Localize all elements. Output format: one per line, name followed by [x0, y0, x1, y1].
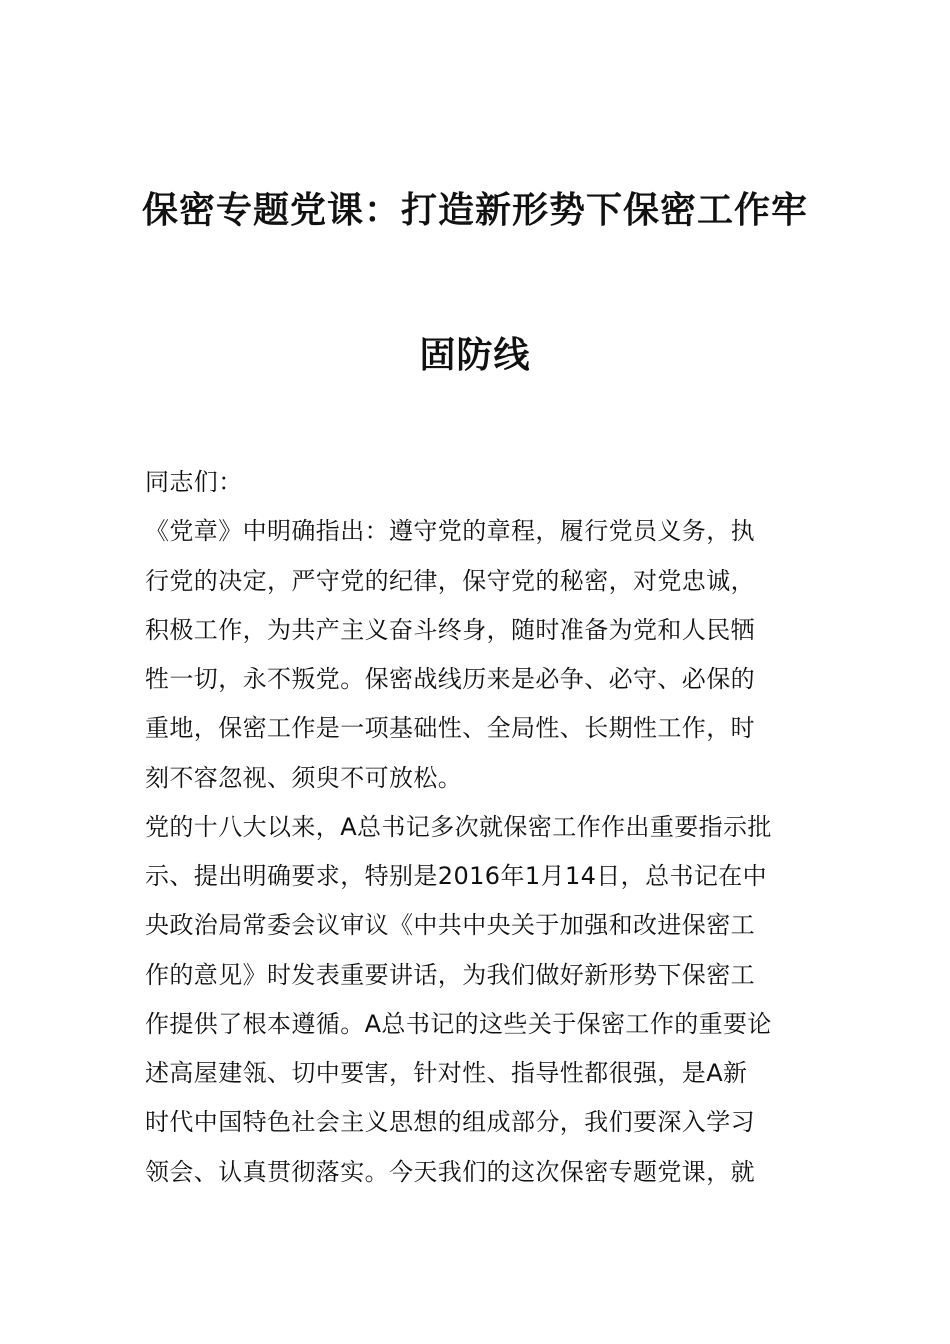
body-line: 刻不容忽视、须臾不可放松。	[145, 763, 463, 792]
body-line: 行党的决定，严守党的纪律，保守党的秘密，对党忠诚，	[145, 566, 755, 595]
document-title-line-2: 固防线	[419, 335, 531, 376]
body-line: 牲一切，永不叛党。保密战线历来是必争、必守、必保的	[145, 665, 755, 693]
body-line: 述高屋建瓴、切中要害，针对性、指导性都很强，是A新	[145, 1059, 748, 1087]
body-line: 央政治局常委会议审议《中共中央关于加强和改进保密工	[145, 911, 755, 940]
body-line: 《党章》中明确指出：遵守党的章程，履行党员义务，执	[145, 517, 755, 546]
body-line: 领会、认真贯彻落实。今天我们的这次保密专题党课，就	[145, 1157, 755, 1186]
body-line: 作的意见》时发表重要讲话，为我们做好新形势下保密工	[145, 960, 755, 989]
document-body	[145, 466, 825, 1205]
document-title-line-1: 保密专题党课：打造新形势下保密工作牢	[141, 190, 808, 231]
body-line: 时代中国特色社会主义思想的组成部分，我们要深入学习	[145, 1108, 755, 1137]
body-line: 党的十八大以来，A总书记多次就保密工作作出重要指示批	[145, 812, 772, 841]
body-line: 作提供了根本遵循。A总书记的这些关于保密工作的重要论	[145, 1009, 772, 1038]
body-line: 重地，保密工作是一项基础性、全局性、长期性工作，时	[145, 714, 755, 743]
body-line: 积极工作，为共产主义奋斗终身，随时准备为党和人民牺	[145, 615, 755, 644]
body-line: 示、提出明确要求，特别是2016年1月14日，总书记在中	[145, 862, 768, 890]
salutation: 同志们：	[145, 468, 243, 496]
